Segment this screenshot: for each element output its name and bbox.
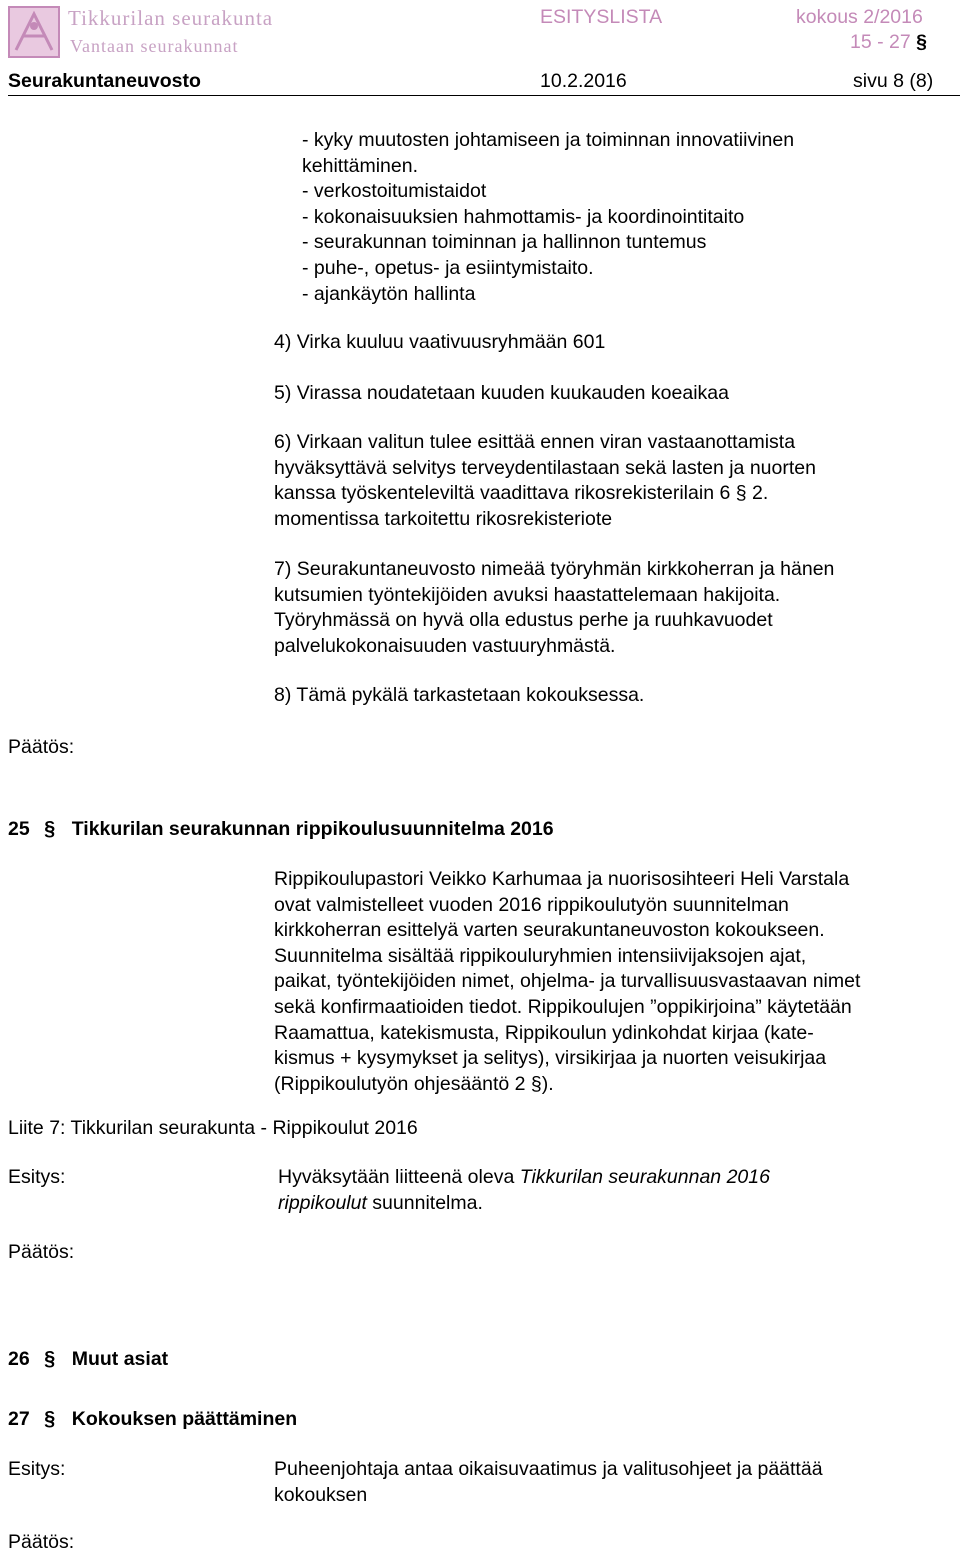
list-item: - verkostoitumistaidot [302,180,487,203]
section-25-heading [8,818,554,841]
section-25-body: Rippikoulupastori Veikko Karhumaa ja nuorisosihteeri Heli Varstala ovat valmistelleet vuoden 2016 rippikoulutyön suunnitelman kirkkoherran esittelyä varten seurakuntaneuvoston kokoukseen. Suunnitelma sisältää rippikouluryhmien intensiivijaksojen ajat, paikat, työntekijöiden nimet, ohjelma- ja turvallisuusvastaavan nimet sekä konfirmaatioiden tiedot. Rippikoulujen ”oppikirjoina” käytetään Raamattua, katekismusta, Rippikoulun ydinkohdat kirjaa (kate- kismus + kysymykset ja selitys), virsikirjaa ja nuorten veisukirjaa (Rippikoulutyön ohjesääntö 2 §). [274,868,861,1095]
list-item: kehittäminen. [302,154,418,177]
section-title: Muut asiat [71,1348,169,1370]
item-7: 7) Seurakuntaneuvosto nimeää työryhmän kirkkoherran ja hänen kutsumien työntekijöiden avuksi haastattelemaan hakijoita. Työryhmässä on hyvä olla edustus perhe ja ruuhkavuodet palvelukokonaisuuden vastuuryhmästä. [274,558,835,657]
section-sign: § [44,1408,56,1430]
proposal-label: Esitys: [8,1166,66,1188]
doc-type: ESITYSLISTA [540,6,663,28]
section-25-proposal: Hyväksytään liitteenä oleva Tikkurilan seurakunnan 2016 rippikoulut suunnitelma. [278,1166,770,1214]
meeting-number: kokous 2/2016 [796,6,923,28]
section-title: Kokouksen päättäminen [71,1408,298,1430]
item-4: 4) Virka kuuluu vaativuusryhmään 601 [274,331,606,353]
org-name-line1: Tikkurilan seurakunta [68,6,274,30]
list-item: - puhe-, opetus- ja esiintymistaito. [302,256,594,279]
section-26-heading [8,1348,168,1371]
decision-label: Päätös: [8,1531,75,1553]
section-sign: § [44,818,56,840]
body-name: Seurakuntaneuvosto [8,70,201,92]
skills-list [302,128,794,307]
section-title: Tikkurilan seurakunnan rippikoulusuunnitelma 2016 [71,818,554,840]
section-number: 27 [8,1408,30,1430]
parish-logo-icon [8,6,60,58]
decision-label: Päätös: [8,1241,75,1263]
list-item: - kokonaisuuksien hahmottamis- ja koordinointitaito [302,205,745,228]
attachment-reference: Liite 7: Tikkurilan seurakunta - Rippikoulut 2016 [8,1117,418,1139]
item-5: 5) Virassa noudatetaan kuuden kuukauden koeaikaa [274,382,729,404]
item-8: 8) Tämä pykälä tarkastetaan kokouksessa. [274,684,645,706]
decision-label: Päätös: [8,736,75,758]
section-number: 25 [8,818,30,840]
page-number: sivu 8 (8) [853,70,934,92]
section-sign: § [44,1348,56,1370]
org-name-line2: Vantaan seurakunnat [70,36,239,56]
section-27-heading [8,1408,297,1431]
section-27-proposal: Puheenjohtaja antaa oikaisuvaatimus ja valitusohjeet ja päättää kokouksen [274,1458,823,1506]
meeting-date: 10.2.2016 [540,70,627,92]
item-6: 6) Virkaan valitun tulee esittää ennen viran vastaanottamista hyväksyttävä selvitys terveydentilastaan sekä lasten ja nuorten kanssa työskenteleviltä vaadittava rikosrekisterilain 6 § 2. momentissa tarkoitettu rikosrekisteriote [274,431,816,530]
section-number: 26 [8,1348,30,1370]
list-item: - ajankäytön hallinta [302,282,476,305]
list-item: - kyky muutosten johtamiseen ja toiminnan innovatiivinen [302,129,795,151]
proposal-label: Esitys: [8,1458,66,1480]
section-range: 15 - 27 § [850,31,927,53]
header-rule [8,95,960,96]
list-item: - seurakunnan toiminnan ja hallinnon tuntemus [302,231,707,254]
